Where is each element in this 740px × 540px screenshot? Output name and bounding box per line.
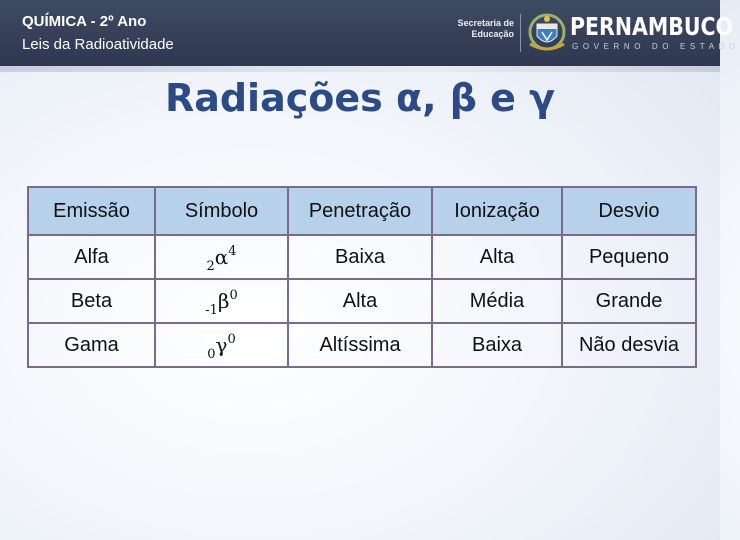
- slide-title: Radiações α, β e γ: [164, 76, 556, 120]
- cell-penetracao: Alta: [288, 279, 432, 323]
- symbol-subscript: 2: [206, 259, 215, 274]
- cell-emissao: Beta: [28, 279, 155, 323]
- government-logo: [452, 10, 740, 56]
- symbol-superscript: 4: [228, 244, 237, 259]
- cell-simbolo: [155, 235, 288, 279]
- cell-penetracao: Baixa: [288, 235, 432, 279]
- header-emissao: Emissão: [28, 187, 155, 235]
- cell-ionizacao: Baixa: [432, 323, 562, 367]
- cell-simbolo: [155, 279, 288, 323]
- header-desvio: Desvio: [562, 187, 696, 235]
- secretaria-line2: Educação: [471, 29, 514, 39]
- radiation-table: [27, 186, 697, 368]
- table-header-row: [28, 187, 696, 235]
- cell-desvio: Pequeno: [562, 235, 696, 279]
- course-title: QUÍMICA - 2º Ano: [22, 13, 147, 30]
- cell-penetracao: Altíssima: [288, 323, 432, 367]
- symbol-superscript: 0: [229, 288, 238, 303]
- secretaria-line1: Secretaria de: [457, 18, 514, 28]
- cell-emissao: Alfa: [28, 235, 155, 279]
- cell-desvio: Não desvia: [562, 323, 696, 367]
- symbol-subscript: -1: [205, 303, 218, 318]
- logo-divider: [520, 14, 521, 52]
- cell-desvio: Grande: [562, 279, 696, 323]
- cell-ionizacao: Média: [432, 279, 562, 323]
- lesson-subtitle: Leis da Radioatividade: [22, 36, 174, 53]
- symbol-superscript: 0: [227, 332, 236, 347]
- cell-simbolo: [155, 323, 288, 367]
- table-row: [28, 323, 696, 367]
- cell-ionizacao: Alta: [432, 235, 562, 279]
- symbol-subscript: 0: [207, 347, 216, 362]
- symbol-letter: α: [214, 245, 229, 269]
- brand-name: PERNAMBUCO: [570, 12, 733, 41]
- header-bar: [0, 0, 740, 66]
- table-row: [28, 235, 696, 279]
- symbol-letter: β: [217, 289, 230, 313]
- header-ionizacao: Ionização: [432, 187, 562, 235]
- table-row: [28, 279, 696, 323]
- secretaria-label: [452, 18, 514, 40]
- symbol-letter: γ: [215, 333, 228, 357]
- brand-tagline: GOVERNO DO ESTADO: [572, 42, 740, 51]
- cell-emissao: Gama: [28, 323, 155, 367]
- header-stripe: [0, 66, 720, 72]
- coat-of-arms-icon: [526, 10, 568, 56]
- header-penetracao: Penetração: [288, 187, 432, 235]
- header-simbolo: Símbolo: [155, 187, 288, 235]
